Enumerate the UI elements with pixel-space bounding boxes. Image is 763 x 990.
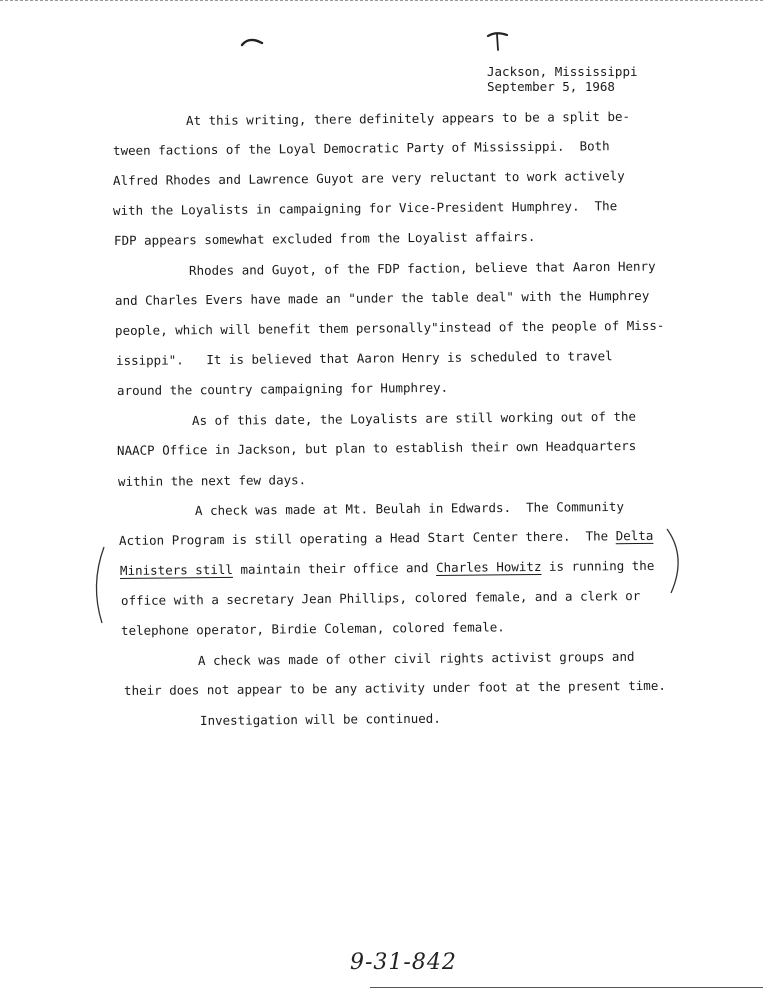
underlined-delta: Delta: [615, 527, 654, 544]
right-bracket-mark: [665, 527, 685, 597]
body-line: with the Loyalists in campaigning for Vice-President Humphrey. The: [112, 198, 618, 218]
body-line: their does not appear to be any activity under foot at the present time.: [123, 677, 666, 698]
file-number: 9-31-842: [350, 950, 457, 975]
body-line: As of this date, the Loyalists are still working out of the: [191, 408, 637, 428]
text-run: is running the: [541, 557, 655, 574]
dateline-place: Jackson, Mississippi: [487, 64, 638, 79]
body-line: NAACP Office in Jackson, but plan to establish their own Headquarters: [116, 438, 637, 458]
left-bracket-mark: [88, 545, 108, 625]
body-line: FDP appears somewhat excluded from the Loyalist affairs.: [113, 228, 536, 248]
body-line: A check was made of other civil rights activist groups and: [197, 648, 635, 668]
body-line: office with a secretary Jean Phillips, colored female, and a clerk or: [120, 588, 641, 608]
underlined-ministers: Ministers still: [119, 561, 233, 578]
body-line: At this writing, there definitely appears to be a split be-: [185, 108, 631, 128]
punch-mark-right: [486, 30, 510, 52]
punch-mark-left: [240, 34, 264, 48]
body-line: around the country campaigning for Humphrey.: [116, 379, 449, 398]
body-line: people, which will benefit them personally"instead of the people of Miss-: [114, 317, 665, 338]
text-run: Action Program is still operating a Head Start Center there. The: [118, 528, 616, 548]
body-line-underlined: [120, 558, 654, 578]
body-line: A check was made at Mt. Beulah in Edwards. The Community: [194, 498, 625, 518]
body-line: Investigation will be continued.: [199, 710, 441, 728]
page-top-edge: [0, 0, 763, 1]
body-line: issippi". It is believed that Aaron Henry is scheduled to travel: [115, 348, 613, 368]
body-line: telephone operator, Birdie Coleman, colored female.: [120, 619, 505, 638]
bottom-rule: [370, 987, 763, 988]
dateline: [487, 64, 638, 94]
body-line: within the next few days.: [117, 472, 307, 489]
body-line: Rhodes and Guyot, of the FDP faction, believe that Aaron Henry: [188, 258, 656, 278]
dateline-date: September 5, 1968: [487, 79, 615, 94]
body-line-underlined: [119, 528, 653, 548]
text-run: maintain their office and: [232, 559, 437, 577]
body-line: tween factions of the Loyal Democratic Party of Mississippi. Both: [112, 138, 610, 158]
body-line: and Charles Evers have made an "under the table deal" with the Humphrey: [114, 287, 650, 308]
underlined-charles-howitz: Charles Howitz: [436, 558, 542, 575]
body-line: Alfred Rhodes and Lawrence Guyot are very reluctant to work actively: [112, 168, 625, 188]
